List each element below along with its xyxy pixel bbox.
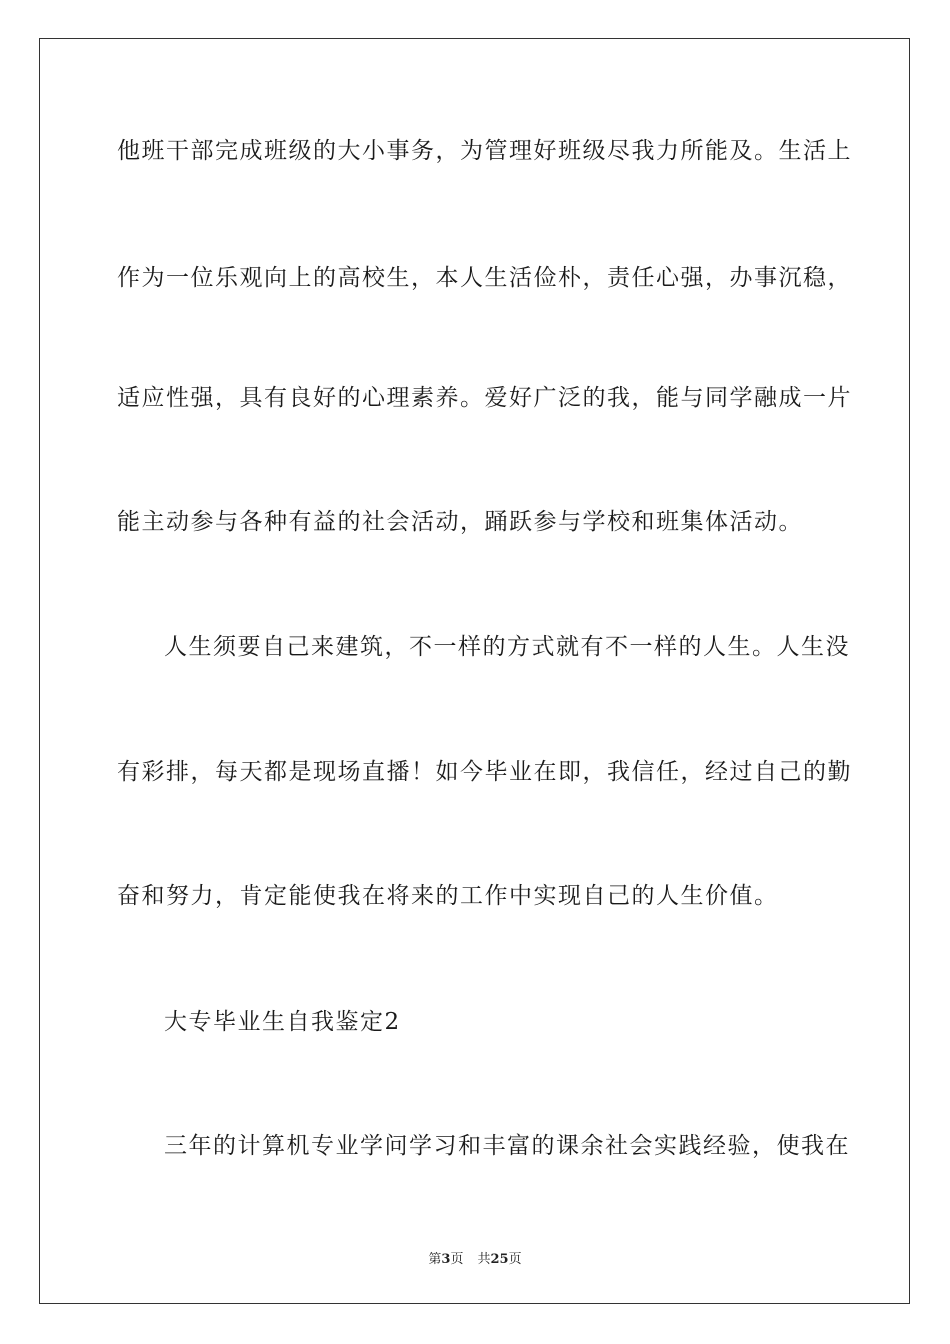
body-line-5: 人生须要自己来建筑，不一样的方式就有不一样的人生。人生没 (164, 634, 850, 660)
body-line-1: 他班干部完成班级的大小事务，为管理好班级尽我力所能及。生活上 (117, 138, 852, 164)
body-line-6: 有彩排，每天都是现场直播！如今毕业在即，我信任，经过自己的勤 (117, 759, 852, 785)
body-line-4: 能主动参与各种有益的社会活动，踊跃参与学校和班集体活动。 (117, 509, 803, 535)
body-line-7: 奋和努力，肯定能使我在将来的工作中实现自己的人生价值。 (117, 883, 779, 909)
page-suffix: 页 (450, 1252, 464, 1267)
body-line-2: 作为一位乐观向上的高校生，本人生活俭朴，责任心强，办事沉稳， (117, 265, 852, 291)
page-prefix: 第 (428, 1252, 442, 1267)
page-number: 3 (441, 1252, 451, 1267)
total-pages: 25 (490, 1252, 509, 1267)
page-footer (0, 1248, 950, 1267)
page-frame (39, 38, 910, 1304)
body-line-9: 三年的计算机专业学问学习和丰富的课余社会实践经验，使我在 (164, 1133, 850, 1159)
body-line-3: 适应性强，具有良好的心理素养。爱好广泛的我，能与同学融成一片 (117, 385, 852, 411)
section-heading: 大专毕业生自我鉴定2 (164, 1009, 401, 1035)
total-suffix: 页 (508, 1252, 522, 1267)
total-prefix: 共 (477, 1252, 491, 1267)
